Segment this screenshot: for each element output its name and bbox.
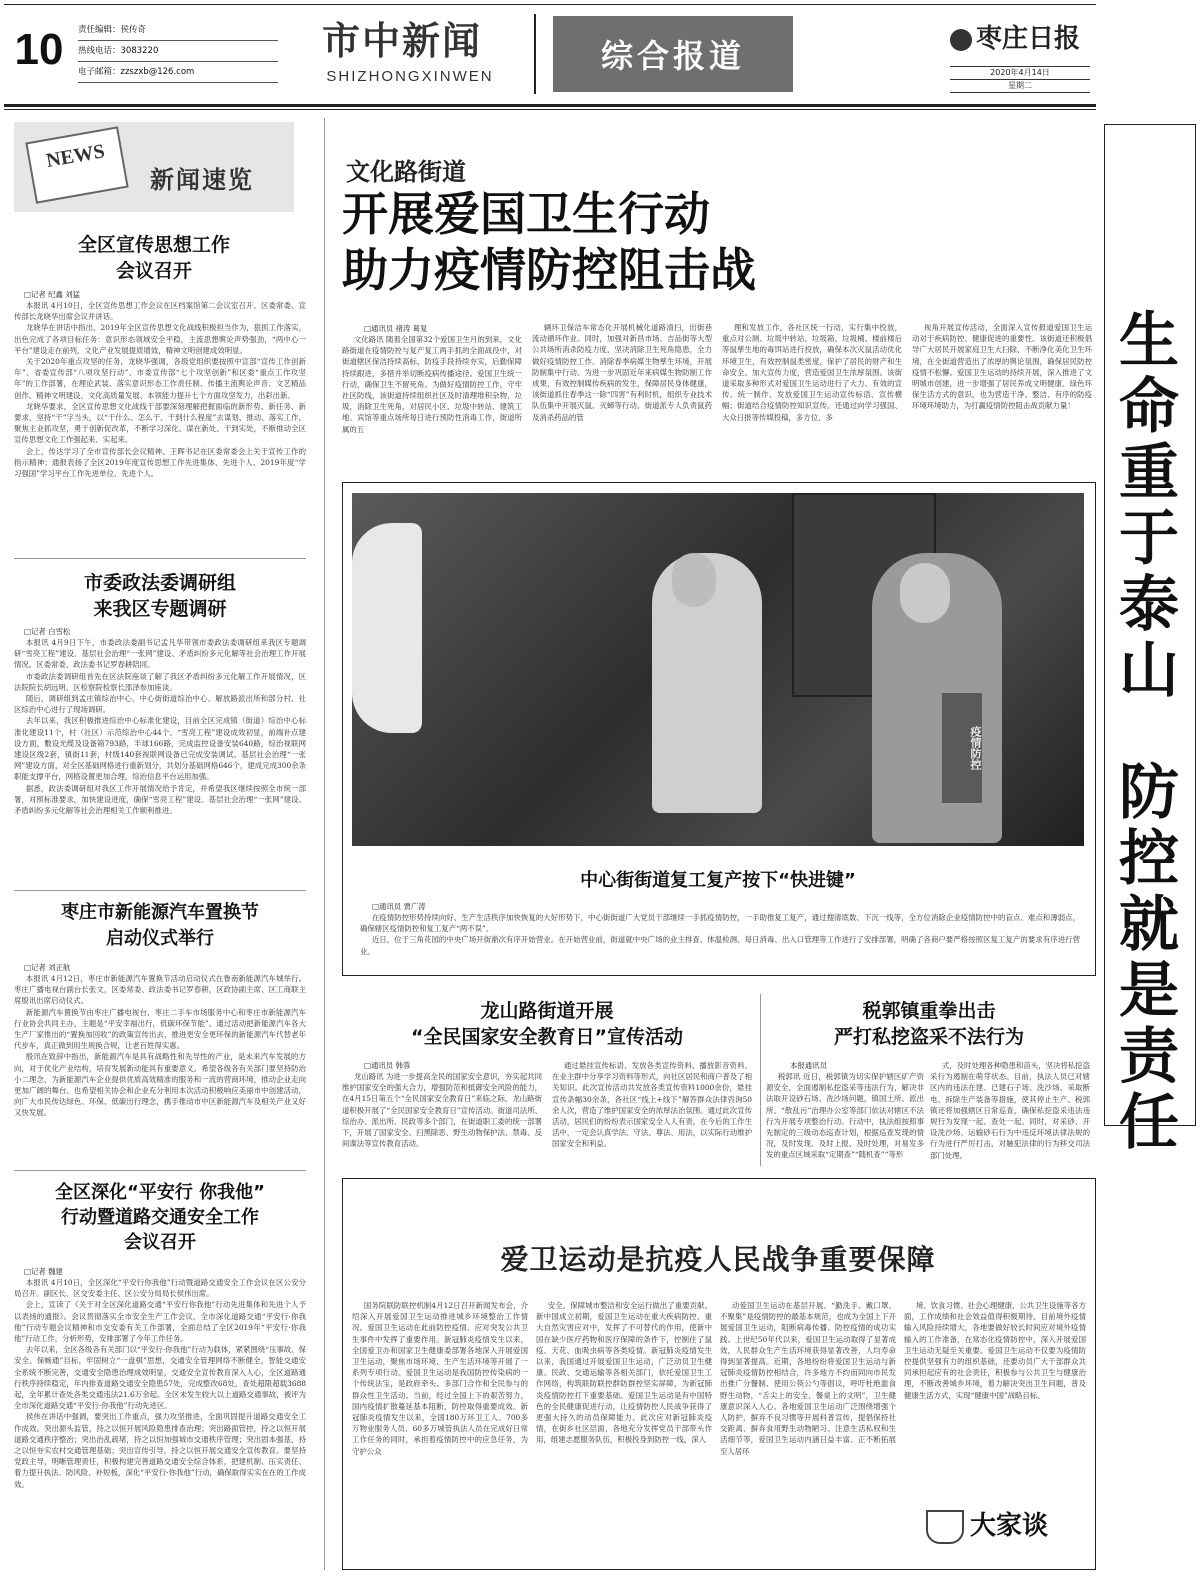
teacup-icon <box>926 1510 964 1544</box>
article-column <box>342 1071 542 1166</box>
email: 电子邮箱：zzszxb@126.com <box>78 62 278 83</box>
brand-logo: 市中新闻 <box>322 18 483 63</box>
title-line: 市委政法委调研组 <box>83 572 236 594</box>
byline: □通讯员 贾广涛 <box>372 902 426 911</box>
article-body <box>14 300 306 552</box>
paragraph: 通过悬挂宣传标语、发放各类宣传资料、播放影音资料、在业主群中分享学习资料等形式，向社区居民和商户普及了相关知识。此次宣传活动共发放各类宣传资料1000余份，悬挂宣传条幅30余条，各社区“线上+线下”解答群众法律咨询50余人次，营造了维护国家安全的浓厚法治氛围。通过此次宣传活动，居民们的纷纷表示国家安全人人有责，在今后的工作生活中，一定会认真学法、守法、尊法、用法，以实际行动维护国家安全和利益。 <box>552 1061 752 1149</box>
article-column <box>722 322 902 470</box>
paragraph: 理和发放工作，各社区统一行动，实行集中投放，重点对公厕、垃圾中转站、垃圾箱、垃圾桶、楼前楼后等鼠孳生地的毒饵站进行投放，确保本次灭鼠活动优化环境卫生，有效控制鼠类密度，保护了居民的财产和生命安全。加大宣传力度，营造爱国卫生浓厚氛围。该街道采取多种形式对爱国卫生运动进行了大力、有效的宣传。统一制作、发放爱国卫生运动宣传标语、宣传横幅；街道结合疫情防控知识宣传。还通过向学习强国、大众日报等传媒投稿，多方位、多 <box>722 323 902 422</box>
news-paper-icon: NEWS <box>25 126 128 203</box>
byline: □通讯员 褚涛 葛复 <box>364 324 428 333</box>
article-body <box>14 973 306 1163</box>
paragraph: 式，及时处理各种隐患和苗头，坚决将私挖盗采行为遏制在萌芽状态。目前，执法人员已对辖区内的违法在建、已建石子场、洗沙场、采取断电、拆除生产装备等措施，使其停止生产。税郭镇还将加强辖区日常巡查，确保私挖盗采违法违规行为发现一起、查处一起。同时，对采砂、开设洗沙场、运输砂石行为中违反环境法律法规的行为进行严厉打击，对触犯法律的行为移交司法部门处理。 <box>930 1061 1090 1160</box>
title-line: 启动仪式举行 <box>106 928 214 949</box>
photo-face <box>672 553 716 607</box>
headline-line: 助力疫情防控阻击战 <box>342 243 756 297</box>
article-body <box>14 1277 306 1569</box>
paper-name: 枣庄日报 <box>976 24 1081 54</box>
title-line: 全区深化“平安行 你我他” <box>55 1182 265 1203</box>
paragraph: 近日，位于三角花园的中央广场开街渐次有序开始营业。在开始营业前，街道就中央广场的业主排查、体温检测、每日消毒、出入口管理等工作进行了安排部署，明确了各商户要严格按照区复工复产的要求有序进行营业。 <box>360 935 1080 956</box>
paragraph: 本报讯 4月12日，枣庄市新能源汽车置换节活动启动仪式在鲁南新能源汽车城举行。枣庄广播电视台副台长张文，区委常委、政法委书记罗春耕，区政协副主席、区工商联主席殷讯出席启动仪式。 <box>14 974 306 1006</box>
article-column <box>766 1071 924 1166</box>
title-line: 枣庄市新能源汽车置换节 <box>61 902 259 923</box>
page-number: 10 <box>14 25 64 74</box>
paragraph: 本报讯 4月9日下午，市委政法委副书记孟凡华带领市委政法委调研组来我区专题调研“雪亮工程”建设、基层社会治理“一张网”建设、矛盾纠纷多元化解等社会治理工作开展情况。区委常委、政法委书记罗春耕陪同。 <box>14 638 306 670</box>
paragraph: 境、饮食习惯、社会心理健康、公共卫生设施等各方面，工作成绩和社会效益值得积极期待。目前境外疫情输入风险持续增大，各地要做好较长时间应对境外疫情输入的工作准备，在常态化疫情防控中，深入开展爱国卫生运动无疑至关重要。爱国卫生运动不仅要为疫情防控提供坚强有力的组织基础，还要动员广大干部群众共同承担起应有的社会责任，积极参与公共卫生与健康治理，不断改善城乡环境，着力解决突出卫生问题，普及健康生活方式，实现“健康中国”战略目标。 <box>904 1301 1086 1400</box>
photo-story-body <box>360 912 1080 968</box>
editor-info <box>78 20 278 83</box>
byline: □记者 魏建 <box>24 1267 63 1276</box>
article-body <box>14 637 306 885</box>
byline: □记者 刘正航 <box>24 963 71 972</box>
divider <box>14 558 306 559</box>
photo-lamp <box>352 523 422 733</box>
headline-line: 开展爱国卫生行动 <box>342 187 710 241</box>
title-line: 龙山路街道开展 <box>480 1000 614 1022</box>
paragraph: 动爱国卫生运动在基层开展。“勤洗手、戴口罩、不聚集”是疫情防控的最基本规范，也成为全国上下开展爱国卫生运动，阻断病毒传播、防控疫情的成功实践。上世纪50年代以来，爱国卫生运动取得了显著成效，人民群众生产生活环境获得显著改善，人均寿命得到显著提高。近期，各地纷纷将爱国卫生运动与新冠肺炎疫情防控相结合，许多地方不约而同向市民发出推广分餐制、使用公筷公勺等倡议，呼吁杜绝滥食野生动物，“舌尖上的安全、餐桌上的文明”，卫生健康意识深入人心。各地爱国卫生运动广泛围绕增强个人防护，摒弃不良习惯等开展科普宣传，提倡保持社交距离、摒弃食用野生动物陋习、注意生活私权和生活细节等，爱国卫生运动内涵日益丰富、正不断拓展至人居环 <box>720 1301 896 1456</box>
paragraph: 随后，调研组到孟庄镇综治中心、中心街街道综治中心、解放路派出所和部分村、社区综治中心进行了现场调研。 <box>14 694 306 715</box>
kicker: 文化路街道 <box>346 158 466 186</box>
article-column <box>930 1060 1090 1166</box>
brand-pinyin: SHIZHONGXINWEN <box>326 68 494 85</box>
paragraph: 文化路讯 随着全国第32个爱国卫生月的到来，文化路街道在疫情防控与复产复工两手抓的全面战役中，对街道辖区保洁持续高标，防疫手段持续夯实，后勤保障持续跟进，多措并举切断疫病传播途径。爱国卫生统一行动，确保卫生不留死角。为做好疫情防控工作，守牢社区防线，该街道持续组织社区及时清理堆积杂物、垃圾，消除卫生死角，对居民小区、垃圾中转站、建筑工地、宾馆等重点场所每日进行预防性消毒工作，街道所属的五 <box>342 335 522 434</box>
article-column <box>532 322 712 470</box>
article-column <box>352 1300 528 1560</box>
title-line: 行动暨道路交通安全工作 <box>61 1207 259 1228</box>
commentary-title: 爱卫运动是抗疫人民战争重要保障 <box>500 1243 936 1276</box>
paragraph: 本报讯 4月10日，全区深化“平安行你我他”行动暨道路交通安全工作会议在区公安分局召开。副区长、区交安委主任、区公安分局局长侯伟出席。 <box>14 1278 306 1299</box>
title-line: 会议召开 <box>124 1232 196 1253</box>
article-title <box>14 900 306 952</box>
title-line: 全区宣传思想工作 <box>77 234 230 256</box>
title-line: 严打私挖盗采不法行为 <box>833 1026 1024 1048</box>
article-title <box>14 232 294 284</box>
paragraph: 会上，传达学习了全市宣传部长会议精神、王晖书记在区委常委会上关于宣传工作的指示精神；通报表扬了全区2019年度宣传思想工作先进集体、先进个人、2019年度“学习强国”学习平台工作先进单位、先进个人。 <box>14 446 306 479</box>
article-title <box>766 998 1092 1050</box>
hotline: 热线电话：3083220 <box>78 41 278 62</box>
weekday-text: 星期二 <box>950 79 1090 93</box>
divider <box>14 890 306 891</box>
photo-caption-title: 中心街街道复工复产按下“快进键” <box>580 870 856 891</box>
paragraph: 龙山路讯 为进一步提高全民的国家安全意识，夯实起共同维护国家安全的强大合力，增强防范和抵御安全风险的能力，在4月15日第五个“全民国家安全教育日”来临之际，龙山路街道积极开展了“全民国家安全教育日”宣传活动。街道司法所、综治办、派出所、民政等多个部门，在街道职工委的统一部署下，开展了国家安全、扫黑除恶、野生动物保护法、禁毒、反间谍法等宣传教育活动。 <box>342 1072 542 1149</box>
paragraph: 去年以来，我区积极推进综治中心标准化建设，目前全区完成镇（街道）综治中心标准化建设11个，村（社区）示范综治中心44个。“雪亮工程”建设成效初显，前端补点建设方面，數设光缆及设备箱793路，半球166路，完成监控设备安装640路，综治视联网建设区级2套，镇街11套，村级140套视联网设备已完成安装调试。基层社会治理“一张网”建设方面，对全区基础网格进行重新划分，共划分基础网格646个，建成完成300余条职能支撑平台，网格设置更加合理，综治信息平台运用加强。 <box>14 716 306 782</box>
date-text: 2020年4月14日 <box>950 66 1090 79</box>
header-divider <box>534 14 536 94</box>
main-headline <box>342 186 962 298</box>
paper-logo <box>950 18 1090 58</box>
commentary-label: 大家谈 <box>970 1511 1049 1541</box>
title-line: 来我区专题调研 <box>93 598 227 620</box>
paragraph: 殷讯在致辞中指出，新能源汽车是具有战略性和先导性的产业，是未来汽车发展的方向，对于优化产业结构，培育发展新动能具有重要意义。希望各级各有关部门要坚持防治小二理念，为新能源汽车企业提供优质高效精准的服务和一流的营商环境，推动企业走向更加广阔的舞台。也希望相关协会和企业充分利用本次活动积极响应美丽市中创建活动，向广大市民传达绿色、环保、低碳出行理念，携手推动市中区新能源汽车及相关产业又好又快发展。 <box>14 1052 306 1118</box>
armband: 疫情防控 <box>942 693 982 803</box>
paragraph: 视角开展宣传活动，全面深入宣传报道爱国卫生运动对于疾病防控、健康促进的重要性。该街道还积极倡导广大居民开展家庭卫生大扫除，不断净化美化卫生环境，在全街道营造出了浓厚的舆论氛围，确保居民防控疫情不松懈。爱国卫生运动的持续开展，深入推进了文明城市创建，进一步增强了居民养成文明健康、绿色环保生活方式的意识，也为营造干净、整洁、有序的防疫环境环境助力，为打赢疫情防控阻击战贡献力量！ <box>912 323 1092 411</box>
column-rule <box>760 994 761 1166</box>
section-title: 综合报道 <box>553 16 793 92</box>
article-column <box>912 322 1092 470</box>
paragraph: 龙晓华在讲话中指出，2019年全区宣传思想文化战线积极担当作为，狠抓工作落实，出色完成了各项目标任务：意识形态领域安全平稳，主流思想舆论声势强劲，“两中心一平台”建设走在前列，文化产业发展提质增效，精神文明创建成效明显。 <box>14 323 306 355</box>
article-title <box>14 1180 306 1255</box>
paragraph: 关于2020年重点攻坚的任务，龙晓华强调，各级党组织要按照中宣部“宣传工作创新年”、省委宣传部“八项攻坚行动”、市委宣传部“七个攻坚创新”和区委“重点工作攻坚年”的工作部署，在理论武装、落实意识形态工作责任制、传播主流舆论声音、文艺精品创作、精神文明建设、文化高质量发展、本领能力提升七个方面攻坚发力，出彩出新。 <box>14 357 306 400</box>
top-rule <box>4 4 1096 5</box>
paragraph: 龙晓华要求，全区宣传思想文化战线干部要深刻理解把握面临的新形势、新任务、新要求，坚持“干”字当头，以“干什么、怎么干、干到什么程度”去谋划、推动、落实工作，聚焦主业抓攻坚，勇于创新促改革，不断学习深化、谋在新处、干到实处，不断推动全区宣传思想文化工作强起来、实起来。 <box>14 401 306 445</box>
article-column <box>552 1060 752 1166</box>
article-column <box>342 334 522 470</box>
photo-face <box>900 563 950 623</box>
article-column <box>720 1300 896 1560</box>
paragraph: 在疫情防控形势持续向好、生产生活秩序加快恢复的大好形势下，中心街街道广大党员干部继续一手抓疫情防控，一手助推复工复产，通过搜清底数、下沉一线等，全方位消除企业疫情防控中的盲点、难点和薄弱点，确保辖区疫情防控和复工复产“两不误”。 <box>360 913 1080 934</box>
paragraph: 侯伟在讲话中强调，要突出工作重点，强力攻坚推进，全面巩固提升道路交通安全工作成效。突出源头监管，持之以恒开展风险隐患排查治理；突出路面管控，持之以恒开展道路交通秩序整治；突出治乱疏堵，持之以恒加强城市交通秩序管理；突出固本强基，持之以恒夯实农村交通管理基础；突出宣传引导，持之以恒开展交通安全宣传教育。要坚持党政主导，明晰管理责任，积极构建完善道路交通安全综合体系，把建机制、压实责任、着力提升执法、防风险、补短板，深化“平安行·你我他”行动，确保取得实实在在的工作成效。 <box>14 1412 306 1489</box>
title-line: 税郭镇重拳出击 <box>862 1000 996 1022</box>
news-banner-label: 新闻速览 <box>150 165 254 194</box>
paragraph: 新能源汽车置换节由枣庄广播电视台、枣庄二手车市场服务中心和枣庄市新能源汽车行业协会共同主办，主题是“平安幸福出行，低碳环保节能”。通过活动把新能源汽车各大生产厂家推出的“置换加回收”的政策宣传出去，推进更安全更环保的新能源汽车代替老年代步车，真正做到用生规换合规，让老百姓得实惠。 <box>14 1007 306 1051</box>
news-photo <box>352 493 1084 846</box>
divider <box>14 1170 306 1171</box>
issue-date <box>950 66 1090 93</box>
article-column <box>904 1300 1086 1490</box>
article-column <box>536 1300 712 1560</box>
article-title <box>14 570 306 622</box>
editor-name: 责任编辑：侯传奇 <box>78 20 278 41</box>
article-title <box>342 998 752 1050</box>
byline: □记者 白雪松 <box>24 627 71 636</box>
title-line: 会议召开 <box>115 260 192 282</box>
byline: 本报通讯员 <box>790 1061 827 1070</box>
paragraph: 会上，宣读了《关于对全区深化道路交通“平安行你我他”行动先进集体和先进个人予以表扬的通报》。会议贯彻落实全市安全生产工作会议、全市深化道路交通“平安行·你我他”行动专题会议精神和市交安委有关工作部署，全面总结了全区2019年“平安行·你我他”行动工作，分析形势，安排部署了今年工作任务。 <box>14 1300 306 1344</box>
title-line: “全民国家安全教育日”宣传活动 <box>411 1026 683 1048</box>
paragraph: 市委政法委调研组首先在区法院座谈了解了我区矛盾纠纷多元化解工作开展情况，区法院院长胡远明、区检察院检察长邵泽参加座谈。 <box>14 671 306 692</box>
column-rule <box>324 118 325 1570</box>
byline: □通讯员 韩蓉 <box>364 1061 411 1070</box>
paragraph: 税郭讯 近日，税郭镇为切实保护辖区矿产资源安全，全面遏制私挖盗采等违法行为，解决非法取开设砂石场、洗沙场问题，镇国土所、派出所、“散乱污”治理办公室等部门依法对辖区不法行为开展专项整治行动。行动中，执法组按照事先制定的三级动态巡查计划，根据巡查发现的情况，及时发现、及时上报、及时处理，对易发多发的重点区域采取“定期查”“随机查”“等形 <box>766 1072 924 1160</box>
paragraph: 本报讯 4月10日，全区宣传思想工作会议在区档案馆第二会议室召开。区委常委、宣传部长龙晓华出席会议并讲话。 <box>14 301 306 322</box>
paragraph: 安全、保障城市整洁和安全运行做出了重要贡献。新中国成立初期，爱国卫生运动在重大疾病防控、重大自然灾害应对中，发挥了不可替代的作用，使新中国在缺少医疗药物和医疗保障的条件下，控制住了鼠疫、天花、血吸虫病等各类疫情。新冠肺炎疫情发生以来，我国通过开展爱国卫生运动，广泛动员卫生健康、民政、交通运输等各相关部门，依托爱国卫生工作网络，构筑联防联控群防群控坚实屏障，为新冠肺炎疫情防控打下重要基础。爱国卫生运动是有中国特色的全民健康促进行动，让疫情防控人民战争获得了更强大持久的动员保障能力。此次应对新冠肺炎疫情，在街乡社区层面，各地充分发挥党员干部带头作用，组建志愿服务队伍，积极投身到防控一线，深入 <box>536 1301 712 1445</box>
paper-logo-icon <box>950 29 972 51</box>
paragraph: 国务院联防联控机制4月12日召开新闻发布会，介绍深入开展爱国卫生运动推进城乡环境整治工作情况。爱国卫生运动在此前防控疫情、应对突发公共卫生事件中发挥了重要作用。新冠肺炎疫情发生以来，全国爱卫办和国家卫生健康委部署各地深入开展爱国卫生运动，聚焦市场环境、生产生活环境等开展了一系列专项行动。爱国卫生运动是我国防控传染病的一个传统法宝，是政府牵头、多部门合作和全民参与的群众性卫生活动。当前，经过全国上下的艰苦努力，国内疫情扩散蔓延基本阻断，防控取得重要成效。新冠肺炎疫情发生以来，全国180万环卫工人、700多万物业服务人员、60多万城管执法人员在完成好日常工作任务的同时，承担着疫情防控中的应急任务，为守护公众 <box>352 1301 528 1456</box>
slogan-line: 生命重于泰山 <box>1119 306 1179 706</box>
paragraph: 据悉，政法委调研组对我区工作开展情况给予肯定，并希望我区继续按照全市统一部署，对照标准要求，加快建设进度，确保“雪亮工程”建设、基层社会治理“一张网”建设、矛盾纠纷多元化解等社会治理相关工作顺利推进。 <box>14 783 306 816</box>
header-rule <box>4 104 1096 107</box>
slogan-line: 防控就是责任 <box>1119 758 1179 1158</box>
paragraph: 去年以来，全区各级各有关部门以“平安行·你我他”行动为载体，紧紧围绕“压事故、保安全、保畅通”目标，牢固树立“一盘棋”思想，交通安全管理网络不断健全，智能交通安全系统不断完善，交通安全隐患治理成效明显，交通安全宣传教育深入人心，全区道路通行秩序持续稳定，年内排查道路交通安全隐患57处，完成整改68处，查处超限超载3688起，全年累计查处各类交通违法21.6万余起。全区未发生较大以上道路交通事故，被评为全市深化道路交通“平安行·你我他”行动先进区。 <box>14 1345 306 1411</box>
byline: □记者 纪鑫 刘猛 <box>24 290 81 299</box>
paragraph: 辆环卫保洁车常态化开展机械化道路清扫，出街巷流动循环作业。同时，加强对新昌市场、吉品街等大型公共场所消杀防疫力度，坚决消除卫生死角隐患，全力做好疫情防控工作。消除春季病媒生物孳生环境，开展防制集中行动。为进一步巩固近年来病媒生物防制工作成果，有效控制媒传疾病的发生，保障居民身体健康，该街道抓住春季这一除“四害”有利时机，组织专业技术队伍集中开展灭鼠、灭蟑等行动。街道派专人负责鼠药及消杀药品的管 <box>532 323 712 422</box>
header-rule-thin <box>4 109 1096 110</box>
